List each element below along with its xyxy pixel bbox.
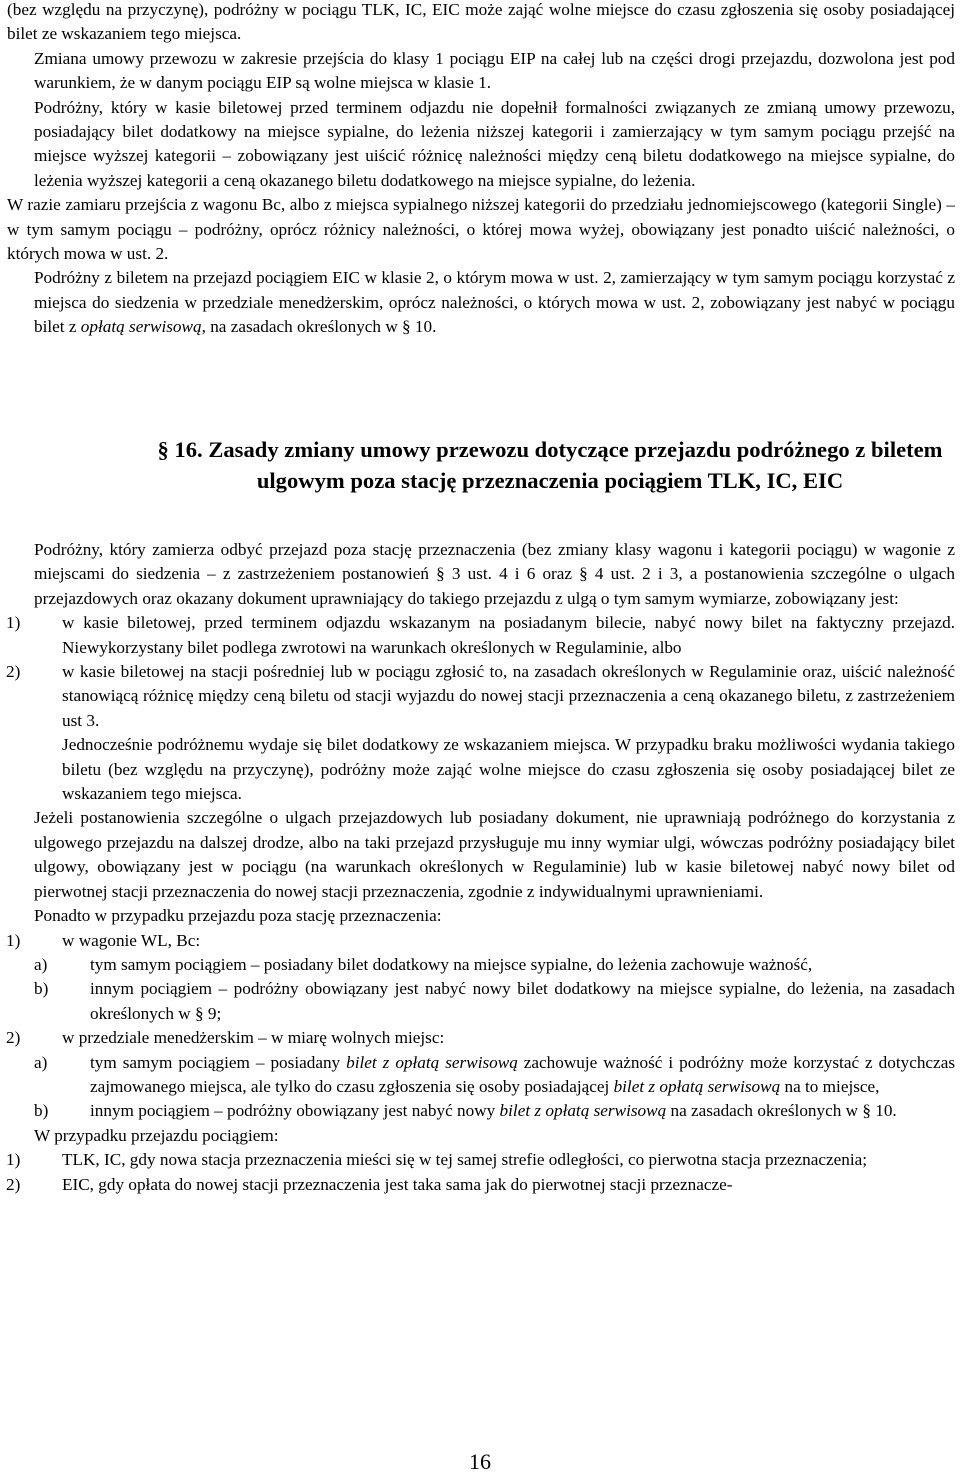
item-text: Podróżny, który zamierza odbyć przejazd poza stację przeznaczenia (bez zmiany klasy wagonu i kategorii pociągu) w wagonie z miejscami do siedzenia – z zastrzeżeniem postanowień § 3 ust. 4 i 6 oraz § 4 ust. 2 i 3, a postanowienia szczególne o ulgach przejazdowych oraz okazany dokument uprawniający do takiego przejazdu z ulgą o tym samym wymiarze, zobowiązany jest: [34,540,955,608]
paragraph-5 [7,266,955,339]
item-letter: a) [34,1052,48,1072]
section-body [7,538,955,1197]
item-text: W przypadku przejazdu pociągiem: [34,1125,279,1145]
item-4 [7,1124,955,1148]
item-text: w wagonie WL, Bc: [62,930,201,950]
item-text: tym samym pociągiem – posiadany [90,1052,347,1072]
item-text: na to miejsce, [780,1076,880,1096]
item-number: 1) [6,1150,21,1170]
item-1-1 [6,611,955,660]
continued-paragraph: (bez względu na przyczynę), podróżny w pociągu TLK, IC, EIC może zająć wolne miejsce do czasu zgłoszenia się osoby posiadającej bilet ze wskazaniem tego miejsca. [7,0,955,44]
item-3 [7,904,955,928]
emphasis-text: opłatą serwisową [80,317,202,337]
item-3-2-a [34,1051,956,1100]
paragraph-number [7,96,34,120]
item-text: zachowuje ważność i podróżny może korzystać z dotychczas zajmowanego miejsca, ale tylko do czasu zgłoszenia się osoby posiadającej [90,1052,956,1096]
item-1 [7,538,955,611]
item-number [7,538,34,562]
page-number: 16 [469,1449,491,1474]
paragraph-number [7,47,34,71]
paragraph-text: , na zasadach określonych w § 10. [201,317,437,337]
item-number: 2) [6,1174,21,1194]
item-text: innym pociągiem – podróżny obowiązany jest nabyć nowy bilet dodatkowy na miejsce sypialne, do leżenia, na zasadach określonych w § 9; [90,979,955,1023]
item-3-1 [6,929,955,953]
item-number [7,904,34,928]
emphasis-text: bilet z opłatą serwisową [346,1052,518,1072]
item-text: EIC, gdy opłata do nowej stacji przeznaczenia jest taka sama jak do pierwotnej stacji przeznacze- [62,1174,733,1194]
item-number: 2) [6,662,21,682]
item-number: 1) [6,930,21,950]
item-number [7,1124,34,1148]
item-text: na zasadach określonych w § 10. [666,1101,897,1121]
emphasis-text: bilet z opłatą serwisową [499,1101,667,1121]
item-1-2 [6,660,955,733]
item-3-2 [6,1026,955,1050]
item-text: TLK, IC, gdy nowa stacja przeznaczenia mieści się w tej samej strefie odległości, co pierwotna stacja przeznaczenia; [62,1150,868,1170]
item-text: tym samym pociągiem – posiadany bilet dodatkowy na miejsce sypialne, do leżenia zachowuje ważność, [90,954,813,974]
emphasis-text: bilet z opłatą serwisową [613,1076,781,1096]
paragraph-number [7,266,34,290]
item-3-2-b [34,1099,955,1123]
item-letter: b) [34,1101,49,1121]
item-3-1-b [34,977,955,1026]
item-text: innym pociągiem – podróżny obowiązany jest nabyć nowy [90,1101,500,1121]
paragraph-4-continuation: W razie zamiaru przejścia z wagonu Bc, albo z miejsca sypialnego niższej kategorii do przedziału jednomiejscowego (kategorii Single) – w tym samym pociągu – podróżny, oprócz różnicy należności, o której mowa wyżej, obowiązany jest ponadto uiścić należności, o których mowa w ust. 2. [7,195,955,264]
item-number: 1) [6,613,21,633]
item-number [7,806,34,830]
item-text: w przedziale menedżerskim – w miarę wolnych miejsc: [62,1028,445,1048]
paragraph-3 [7,47,955,96]
item-text: Jeżeli postanowienia szczególne o ulgach przejazdowych lub posiadany dokument, nie uprawniają podróżnego do korzystania z ulgowego przejazdu na dalszej drodze, albo na taki przejazd przysługuje mu inny wymiar ulgi, wówczas podróżny posiadający bilet ulgowy, obowiązany jest w pociągu (na warunkach określonych w Regulaminie) lub w kasie biletowej nabyć nowy bilet od pierwotnej stacji przeznaczenia do nowej stacji przeznaczenia, zgodnie z indywidualnymi uprawnieniami. [34,808,955,901]
item-letter: a) [34,954,48,974]
top-text-block [7,0,955,340]
paragraph-text: Podróżny, który w kasie biletowej przed terminem odjazdu nie dopełnił formalności związanych ze zmianą umowy przewozu, posiadający bilet dodatkowy na miejsce sypialne, do leżenia niższej kategorii i zamierzający w tym samym pociągu przejść na miejsce wyższej kategorii – zobowiązany jest uiścić różnicę należności między ceną biletu dodatkowego na miejsce sypialne, do leżenia wyższej kategorii a ceną okazanego biletu dodatkowego na miejsce sypialne, do leżenia. [34,97,955,190]
item-3-1-a [34,953,955,977]
item-number: 2) [6,1028,21,1048]
item-letter: b) [34,979,49,999]
item-text: Ponadto w przypadku przejazdu poza stację przeznaczenia: [34,906,442,926]
item-text: w kasie biletowej, przed terminem odjazdu wskazanym na posiadanym bilecie, nabyć nowy bilet na faktyczny przejazd. Niewykorzystany bilet podlega zwrotowi na warunkach określonych w Regulaminie, albo [62,613,955,657]
item-text: w kasie biletowej na stacji pośredniej lub w pociągu zgłosić to, na zasadach określonych w Regulaminie oraz, uiścić należność stanowiącą różnicę między ceną biletu od stacji wyjazdu do nowej stacji przeznaczenia a ceną okazanego biletu, z zastrzeżeniem ust 3. [62,662,955,730]
item-4-2 [6,1173,955,1197]
paragraph-text: Podróżny z biletem na przejazd pociągiem EIC w klasie 2, o którym mowa w ust. 2, zamierzający w tym samym pociągu korzystać z miejsca do siedzenia w przedziale menedżerskim, oprócz należności, o których mowa w ust. 2, zobowiązany jest nabyć w pociągu bilet z [34,268,955,337]
item-4-1 [6,1148,955,1172]
paragraph-4 [7,96,955,194]
item-2 [7,806,955,904]
item-1-2-continuation: Jednocześnie podróżnemu wydaje się bilet dodatkowy ze wskazaniem miejsca. W przypadku braku możliwości wydania takiego biletu (bez względu na przyczynę), podróżny może zająć wolne miejsce do czasu zgłoszenia się osoby posiadającej bilet ze wskazaniem tego miejsca. [62,735,955,804]
section-heading: § 16. Zasady zmiany umowy przewozu dotyczące przejazdu podróżnego z biletem ulgowym poza stację przeznaczenia pociągiem TLK, IC, EIC [157,437,943,493]
paragraph-text: Zmiana umowy przewozu w zakresie przejścia do klasy 1 pociągu EIP na całej lub na części drogi przejazdu, dozwolona jest pod warunkiem, że w danym pociągu EIP są wolne miejsca w klasie 1. [34,48,955,93]
